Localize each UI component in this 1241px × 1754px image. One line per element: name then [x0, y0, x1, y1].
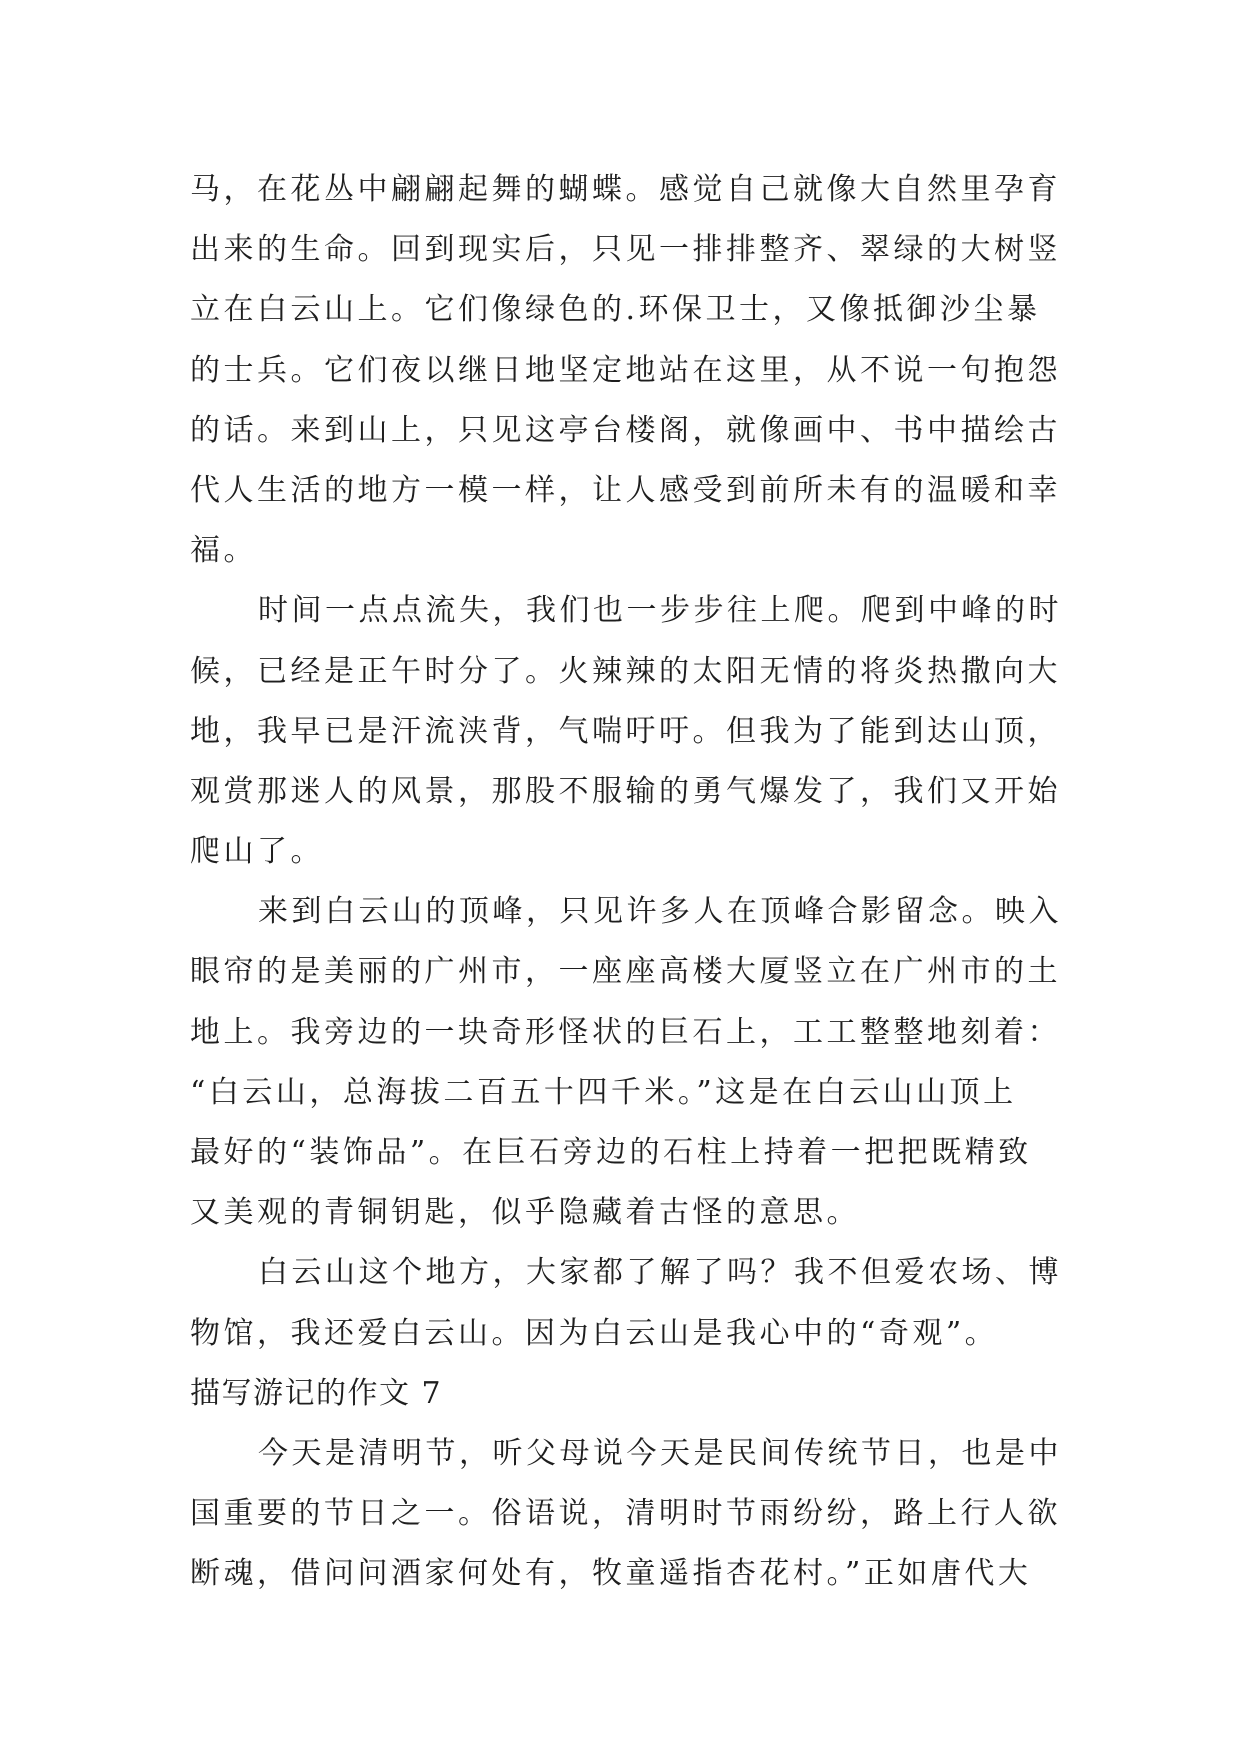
- text-line: 地上。我旁边的一块奇形怪状的巨石上，工工整整地刻着：: [190, 1014, 1061, 1050]
- text-line: 出来的生命。回到现实后，只见一排排整齐、翠绿的大树竖: [190, 232, 1061, 268]
- document-body: [190, 160, 1062, 1605]
- text-line: 爬山了。: [190, 834, 324, 870]
- text-line: 马，在花丛中翩翩起舞的蝴蝶。感觉自己就像大自然里孕育: [190, 172, 1061, 207]
- text-line: 候，已经是正午时分了。火辣辣的太阳无情的将炎热撒向大: [190, 653, 1061, 689]
- paragraph-3: [190, 882, 1062, 1243]
- text-line: 观赏那迷人的风景，那股不服输的勇气爆发了，我们又开始: [190, 773, 1061, 809]
- text-line: “白云山，总海拔二百五十四千米。”这是在白云山山顶上: [190, 1074, 1017, 1110]
- text-line: 代人生活的地方一模一样，让人感受到前所未有的温暖和幸: [190, 472, 1061, 508]
- text-line: 立在白云山上。它们像绿色的.环保卫士，又像抵御沙尘暴: [190, 292, 1041, 328]
- paragraph-2: [190, 581, 1062, 882]
- text-line: 眼帘的是美丽的广州市，一座座高楼大厦竖立在广州市的土: [190, 954, 1061, 990]
- paragraph-1: [190, 160, 1061, 581]
- text-line: 最好的“装饰品”。在巨石旁边的石柱上持着一把把既精致: [190, 1135, 1032, 1170]
- text-line: 的士兵。它们夜以继日地坚定地站在这里，从不说一句抱怨: [190, 352, 1061, 388]
- text-line: 时间一点点流失，我们也一步步往上爬。爬到中峰的时: [258, 593, 1062, 629]
- text-line: 地，我早已是汗流浃背，气喘吁吁。但我为了能到达山顶，: [190, 713, 1061, 749]
- text-line: 白云山这个地方，大家都了解了吗？我不但爱农场、博: [258, 1255, 1062, 1291]
- paragraph-5: [190, 1424, 1062, 1605]
- text-line: 物馆，我还爱白云山。因为白云山是我心中的“奇观”。: [190, 1315, 999, 1351]
- text-line: 的话。来到山上，只见这亭台楼阁，就像画中、书中描绘古: [190, 412, 1061, 448]
- text-line: 国重要的节日之一。俗语说，清明时节雨纷纷，路上行人欲: [190, 1496, 1061, 1532]
- text-line: 来到白云山的顶峰，只见许多人在顶峰合影留念。映入: [258, 894, 1062, 930]
- text-line: 断魂，借问问酒家何处有，牧童遥指杏花村。”正如唐代大: [190, 1556, 1032, 1592]
- text-line: 今天是清明节，听父母说今天是民间传统节日，也是中: [258, 1435, 1062, 1471]
- text-line: 又美观的青铜钥匙，似乎隐藏着古怪的意思。: [190, 1195, 860, 1231]
- paragraph-4: [190, 1243, 1062, 1363]
- section-heading: 描写游记的作文 7: [190, 1375, 443, 1411]
- text-line: 福。: [190, 533, 257, 569]
